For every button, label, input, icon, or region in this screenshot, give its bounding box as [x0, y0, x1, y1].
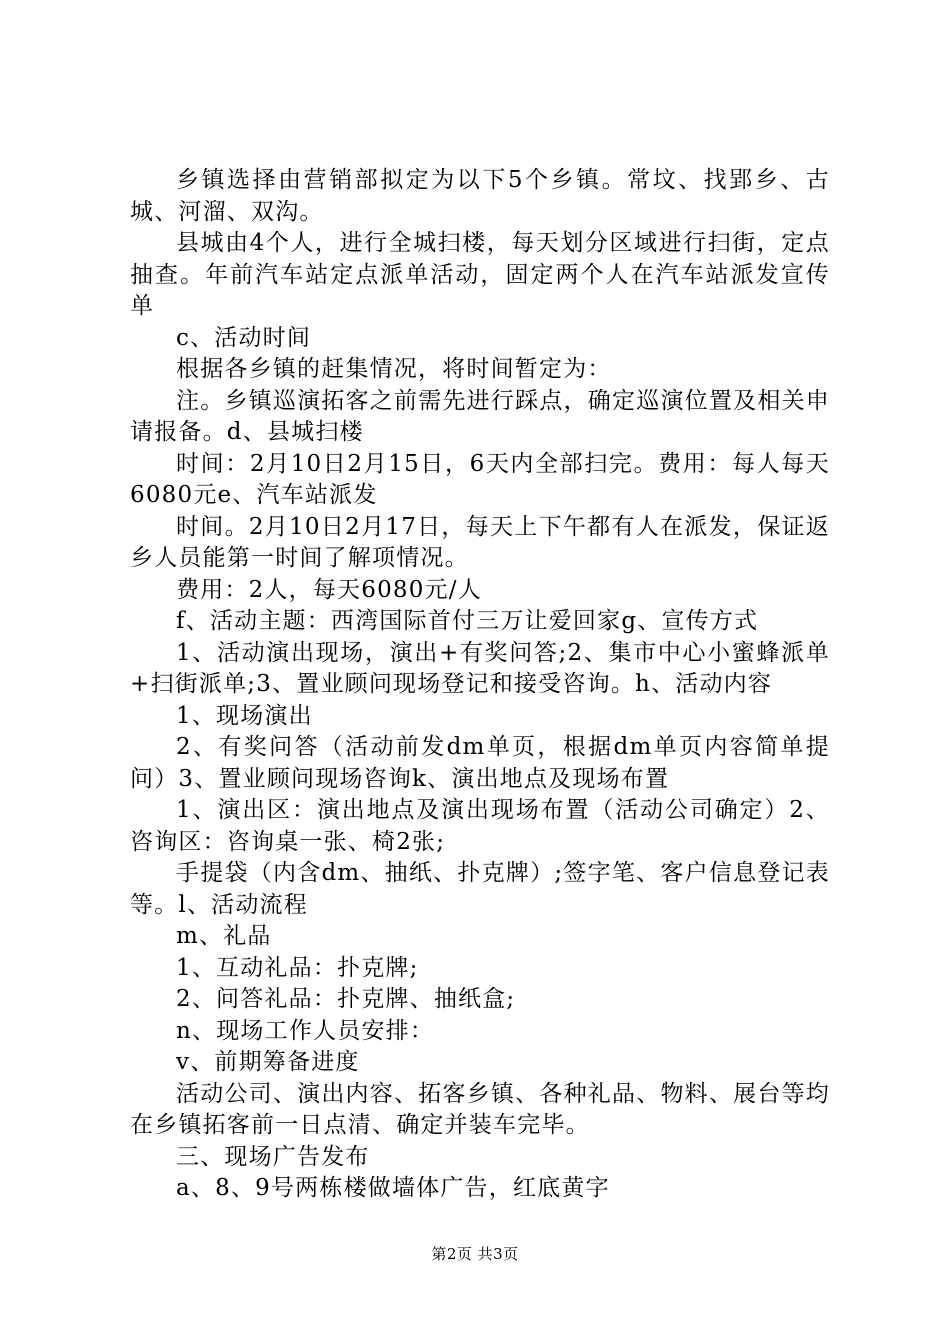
paragraph-ad-release-heading: 三、现场广告发布 — [176, 1143, 370, 1170]
paragraph-activity-time-heading: c、活动时间 — [176, 324, 312, 351]
paragraph-preparation-progress: v、前期筹备进度 — [176, 1049, 360, 1075]
paragraph-township-selection: 乡镇选择由营销部拟定为以下5个乡镇。常坟、找郢乡、古城、河溜、双沟。 — [130, 167, 830, 225]
paragraph-county-sweep: 县城由4个人，进行全城扫楼，每天划分区域进行扫街，定点抽查。年前汽车站定点派单活动，固定两个人在汽车站派发宣传单 — [130, 230, 830, 319]
paragraph-note-county-sweep: 注。乡镇巡演拓客之前需先进行踩点，确定巡演位置及相关申请报备。d、县城扫楼 — [130, 387, 830, 445]
paragraph-staff-arrangement: n、现场工作人员安排： — [176, 1017, 435, 1044]
paragraph-sweep-time-cost: 时间：2月10日2月15日，6天内全部扫完。费用：每人每天6080元e、汽车站派发 — [130, 450, 830, 508]
paragraph-market-schedule: 根据各乡镇的赶集情况，将时间暂定为： — [176, 356, 612, 382]
paragraph-station-cost: 费用：2人，每天6080元/人 — [176, 576, 482, 603]
paragraph-quiz-gifts: 2、问答礼品：扑克牌、抽纸盒; — [176, 986, 516, 1012]
paragraph-live-show: 1、现场演出 — [176, 702, 313, 729]
paragraph-quiz: 2、有奖问答（活动前发dm单页，根据dm单页内容简单提问）3、置业顾问现场咨询k、演出地点及现场布置 — [130, 734, 830, 792]
paragraph-wall-ads: a、8、9号两栋楼做墙体广告，红底黄字 — [176, 1175, 610, 1201]
paragraph-handbag: 手提袋（内含dm、抽纸、扑克牌）;签字笔、客户信息登记表等。l、活动流程 — [130, 860, 830, 918]
page-number-footer: 第2页 共3页 — [431, 1245, 519, 1263]
paragraph-station-time: 时间。2月10日2月17日，每天上下午都有人在派发，保证返乡人员能第一时间了解项情况。 — [130, 513, 830, 571]
paragraph-activity-theme: f、活动主题：西湾国际首付三万让爱回家g、宣传方式 — [176, 608, 759, 634]
paragraph-interactive-gifts: 1、互动礼品：扑克牌; — [176, 954, 419, 981]
paragraph-promotion-methods: 1、活动演出现场，演出+有奖问答;2、集市中心小蜜蜂派单+扫街派单;3、置业顾问现场登记和接受咨询。h、活动内容 — [130, 639, 830, 697]
document-body — [130, 165, 830, 1205]
paragraph-preparation-detail: 活动公司、演出内容、拓客乡镇、各种礼品、物料、展台等均在乡镇拓客前一日点清、确定并装车完毕。 — [130, 1080, 830, 1138]
paragraph-gifts-heading: m、礼品 — [176, 923, 272, 949]
paragraph-show-area: 1、演出区：演出地点及演出现场布置（活动公司确定）2、咨询区：咨询桌一张、椅2张; — [130, 797, 830, 855]
